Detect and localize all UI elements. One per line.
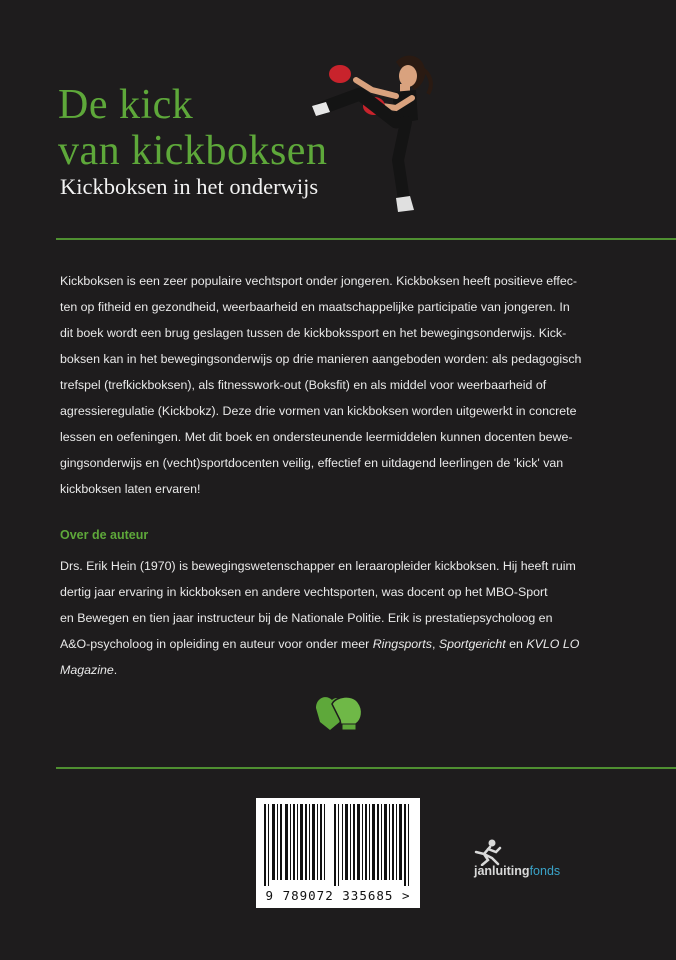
barcode — [256, 798, 420, 908]
publication-ringsports: Ringsports — [372, 637, 432, 651]
about-heading: Over de auteur — [60, 528, 149, 542]
boxing-gloves-icon — [312, 690, 366, 734]
publication-kvlo-lo: KVLO LO — [526, 637, 580, 651]
description-line: boksen kan in het bewegingsonderwijs op drie manieren aangeboden worden: als pedagogisch — [60, 352, 582, 366]
separator: , — [431, 637, 439, 651]
publication-magazine: Magazine — [60, 663, 114, 677]
runner-icon — [472, 838, 502, 866]
about-line: dertig jaar ervaring in kickboksen en andere vechtsporten, was docent op het MBO-Sport — [60, 585, 548, 599]
book-subtitle: Kickboksen in het onderwijs — [60, 174, 319, 199]
description-line: kickboksen laten ervaren! — [60, 482, 201, 496]
top-divider — [56, 238, 676, 240]
separator: en — [505, 637, 527, 651]
description-line: agressieregulatie (Kickbokz). Deze drie vormen van kickboksen worden uitgewerkt in concrete — [60, 404, 577, 418]
kickboxer-photo — [300, 50, 450, 220]
description — [60, 268, 620, 502]
publisher-name-part1: janluiting — [474, 864, 530, 878]
book-title — [58, 82, 327, 174]
publisher-logo — [472, 838, 612, 880]
description-line: trefspel (trefkickboksen), als fitnesswork-out (Boksfit) en als middel voor weerbaarheid of — [60, 378, 547, 392]
description-line: ten op fitheid en gezondheid, weerbaarheid en maatschappelijke participatie van jongeren. In — [60, 300, 570, 314]
about-line: Drs. Erik Hein (1970) is bewegingswetenschapper en leraaropleider kickboksen. Hij heeft ruim — [60, 559, 576, 573]
publisher-name-part2: fonds — [529, 864, 561, 878]
about-line-prefix: A&O-psycholoog in opleiding en auteur voor onder meer — [60, 637, 373, 651]
about-text — [60, 553, 620, 683]
publication-sportgericht: Sportgericht — [438, 637, 506, 651]
publisher-name — [474, 864, 560, 878]
description-line: gingsonderwijs en (vecht)sportdocenten veilig, effectief en uitdagend leerlingen de 'kick' van — [60, 456, 564, 470]
about-line — [60, 631, 620, 657]
title-line-1: De kick — [58, 82, 194, 128]
title-line-2: van kickboksen — [58, 128, 328, 174]
isbn-number: 9 789072 335685 > — [265, 888, 411, 903]
description-line: lessen en oefeningen. Met dit boek en ondersteunende leermiddelen kunnen docenten bewe- — [60, 430, 573, 444]
about-line — [60, 657, 620, 683]
barcode-bars — [264, 804, 412, 886]
description-line: dit boek wordt een brug geslagen tussen de kickbokssport en het bewegingsonderwijs. Kick- — [60, 326, 567, 340]
sentence-end: . — [113, 663, 118, 677]
bottom-divider — [56, 767, 676, 769]
description-line: Kickboksen is een zeer populaire vechtsport onder jongeren. Kickboksen heeft positieve effec- — [60, 274, 578, 288]
about-line: en Bewegen en tien jaar instructeur bij de Nationale Politie. Erik is prestatiepsycholoog en — [60, 611, 553, 625]
